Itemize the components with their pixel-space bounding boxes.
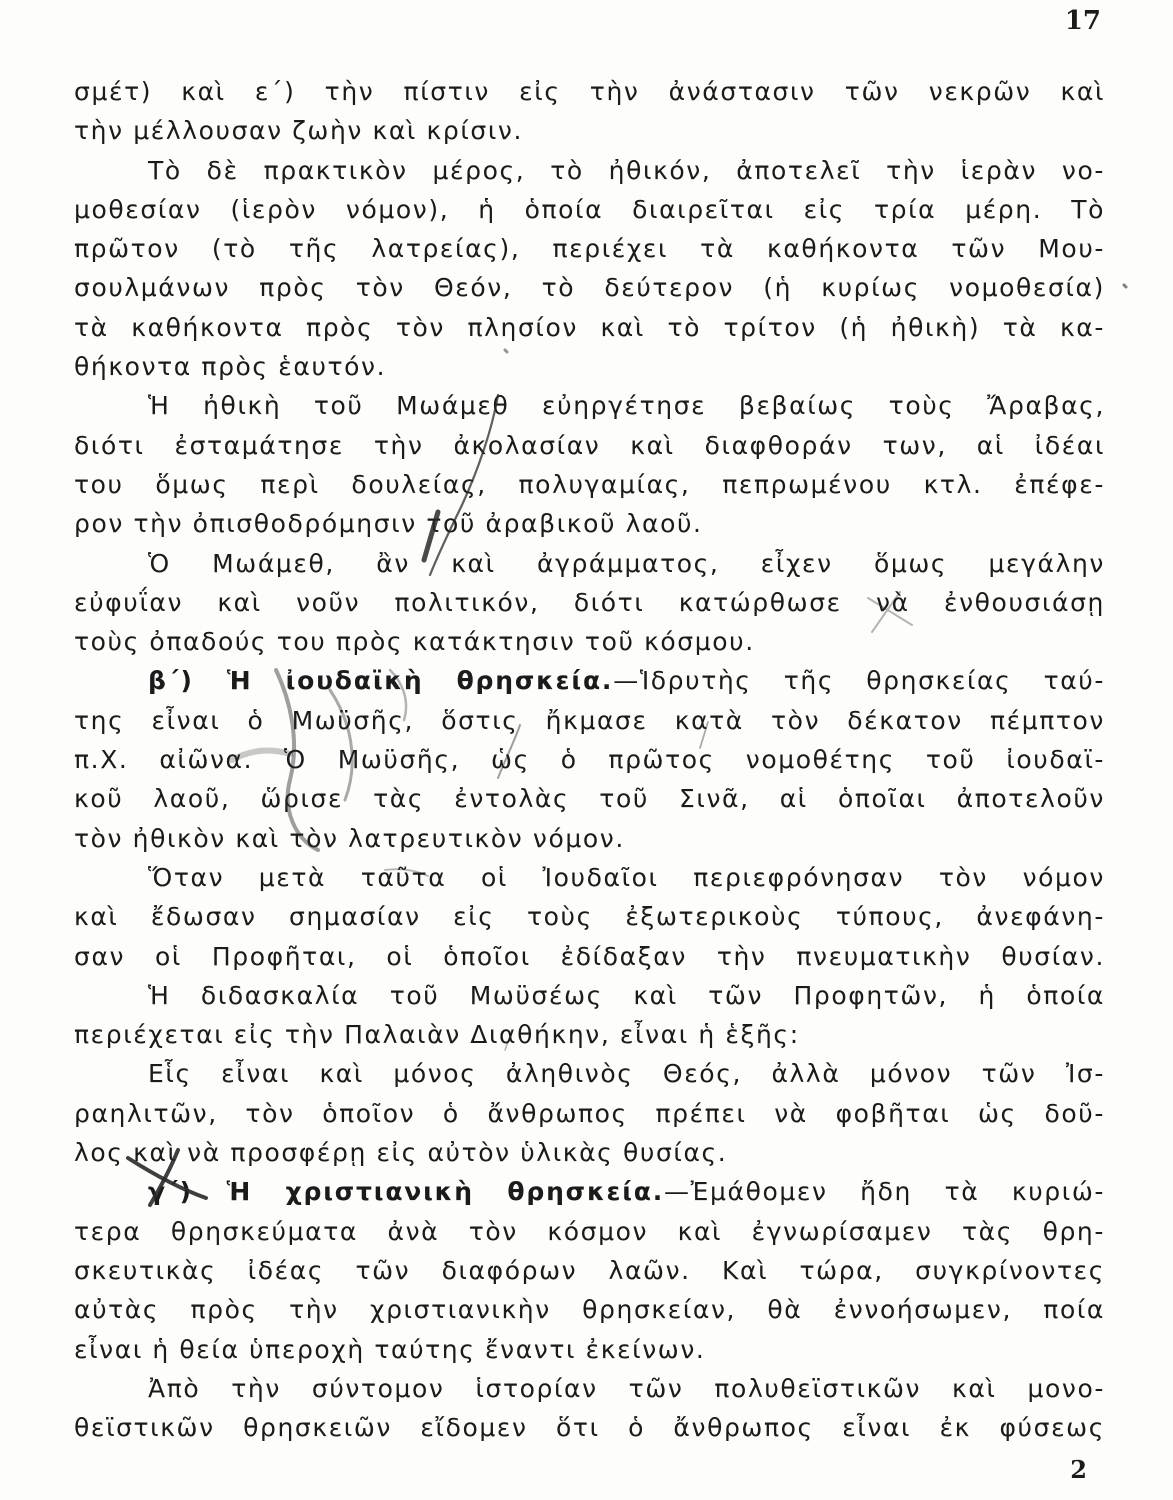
line-text: π.Χ. αἰῶνα. Ὁ Μωϋσῆς, ὡς ὁ πρῶτος νομοθέτης τοῦ ἰουδαϊ- [74, 745, 1105, 775]
text-line [74, 308, 1105, 347]
line-text: ρον τὴν ὀπισθοδρόμησιν τοῦ ἀραβικοῦ λαοῦ. [74, 509, 703, 539]
line-text: ραηλιτῶν, τὸν ὁποῖον ὁ ἄνθρωπος πρέπει νὰ φοβῆται ὡς δοῦ- [74, 1098, 1105, 1128]
line-text: τὰ καθήκοντα πρὸς τὸν πλησίον καὶ τὸ τρίτον (ἡ ἠθικὴ) τὰ κα- [74, 312, 1105, 342]
line-text: του ὅμως περὶ δουλείας, πολυγαμίας, πεπρωμένου κτλ. ἐπέφε- [74, 469, 1105, 499]
line-text: Ὁ Μωάμεθ, ἂν καὶ ἀγράμματος, εἶχεν ὅμως μεγάλην [148, 548, 1105, 578]
text-line [74, 937, 1105, 976]
line-text: τὴν μέλλουσαν ζωὴν καὶ κρίσιν. [74, 116, 524, 146]
line-text: —Ἐμάθομεν ἤδη τὰ κυριώ- [664, 1177, 1105, 1207]
line-text: Ἡ διδασκαλία τοῦ Μωϋσέως καὶ τῶν Προφητῶν, ἡ ὁποία [148, 980, 1105, 1010]
text-line [74, 111, 1105, 150]
line-text: σμέτ) καὶ ε΄) τὴν πίστιν εἰς τὴν ἀνάστασιν τῶν νεκρῶν καὶ [74, 77, 1105, 106]
text-line [74, 858, 1105, 897]
text-line [74, 701, 1105, 740]
text-line [74, 976, 1105, 1015]
signature-mark: 2 [1070, 1455, 1087, 1484]
section-heading: β΄) Ἡ ἰουδαϊκὴ θρησκεία. [148, 666, 614, 696]
line-text: εὐφυΐαν καὶ νοῦν πολιτικόν, διότι κατώρθωσε νὰ ἐνθουσιάσῃ [74, 587, 1105, 617]
text-line [74, 819, 1105, 858]
line-text: τὸν ἠθικὸν καὶ τὸν λατρευτικὸν νόμον. [74, 823, 625, 853]
section-heading-line [74, 1172, 1105, 1211]
line-text: περιέχεται εἰς τὴν Παλαιὰν Διαθήκην, εἶναι ἡ ἑξῆς: [74, 1020, 800, 1050]
line-text: τερα θρησκεύματα ἀνὰ τὸν κόσμον καὶ ἐγνωρίσαμεν τὰς θρη- [74, 1216, 1105, 1246]
section-heading: γ΄) Ἡ χριστιανικὴ θρησκεία. [148, 1177, 665, 1207]
line-text: εἶναι ἡ θεία ὑπεροχὴ ταύτης ἔναντι ἐκείνων. [74, 1334, 706, 1364]
text-line [74, 1330, 1105, 1369]
line-text: μοθεσίαν (ἱερὸν νόμον), ἡ ὁποία διαιρεῖται εἰς τρία μέρη. Τὸ [74, 194, 1105, 224]
text-line [74, 1408, 1105, 1447]
line-text: —Ἱδρυτὴς τῆς θρησκείας ταύ- [613, 666, 1105, 696]
line-text: διότι ἐσταμάτησε τὴν ἀκολασίαν καὶ διαφθοράν των, αἱ ἰδέαι [74, 430, 1105, 460]
text-line [74, 583, 1105, 622]
text-line [74, 1251, 1105, 1290]
line-text: πρῶτον (τὸ τῆς λατρείας), περιέχει τὰ καθήκοντα τῶν Μου- [74, 234, 1105, 264]
text-line [74, 1094, 1105, 1133]
text-line [74, 897, 1105, 936]
line-text: κοῦ λαοῦ, ὥρισε τὰς ἐντολὰς τοῦ Σινᾶ, αἱ ὁποῖαι ἀποτελοῦν [74, 784, 1105, 814]
text-line [74, 386, 1105, 425]
line-text: Ὅταν μετὰ ταῦτα οἱ Ἰουδαῖοι περιεφρόνησαν τὸν νόμον [148, 862, 1105, 892]
line-text: θήκοντα πρὸς ἑαυτόν. [74, 352, 387, 382]
text-line [74, 465, 1105, 504]
text-line [74, 229, 1105, 268]
line-text: Τὸ δὲ πρακτικὸν μέρος, τὸ ἠθικόν, ἀποτελεῖ τὴν ἱερὰν νο- [148, 155, 1105, 185]
line-text: καὶ ἔδωσαν σημασίαν εἰς τοὺς ἐξωτερικοὺς τύπους, ἀνεφάνη- [74, 902, 1105, 932]
text-line [74, 504, 1105, 543]
text-line [74, 190, 1105, 229]
text-line [74, 1133, 1105, 1172]
text-line [74, 268, 1105, 307]
text-line [74, 1054, 1105, 1093]
line-text: Ἡ ἠθικὴ τοῦ Μωάμεθ εὐηργέτησε βεβαίως τοὺς Ἄραβας, [148, 391, 1105, 421]
line-text: σαν οἱ Προφῆται, οἱ ὁποῖοι ἐδίδαξαν τὴν πνευματικὴν θυσίαν. [74, 941, 1105, 971]
text-line [74, 544, 1105, 583]
text-line [74, 1015, 1105, 1054]
pencil-dot [1124, 285, 1126, 287]
line-text: θεϊστικῶν θρησκειῶν εἴδομεν ὅτι ὁ ἄνθρωπος εἶναι ἐκ φύσεως [74, 1413, 1105, 1443]
section-heading-line [74, 661, 1105, 700]
text-line [74, 1290, 1105, 1329]
line-text: της εἶναι ὁ Μωϋσῆς, ὅστις ἤκμασε κατὰ τὸν δέκατον πέμπτον [74, 705, 1105, 735]
line-text: τοὺς ὀπαδούς του πρὸς κατάκτησιν τοῦ κόσμου. [74, 627, 755, 657]
line-text: λος καὶ νὰ προσφέρῃ εἰς αὐτὸν ὑλικὰς θυσίας. [74, 1138, 728, 1168]
text-line [74, 72, 1105, 111]
text-line [74, 779, 1105, 818]
line-text: αὐτὰς πρὸς τὴν χριστιανικὴν θρησκείαν, θὰ ἐννοήσωμεν, ποία [74, 1295, 1105, 1325]
body-text [74, 72, 1105, 1447]
text-line [74, 151, 1105, 190]
line-text: σουλμάνων πρὸς τὸν Θεόν, τὸ δεύτερον (ἡ κυρίως νομοθεσία) [74, 273, 1105, 303]
page-number: 17 [1064, 6, 1101, 36]
line-text: σκευτικὰς ἰδέας τῶν διαφόρων λαῶν. Καὶ τώρα, συγκρίνοντες [74, 1255, 1105, 1285]
text-line [74, 622, 1105, 661]
line-text: Ἀπὸ τὴν σύντομον ἱστορίαν τῶν πολυθεϊστικῶν καὶ μονο- [148, 1373, 1105, 1403]
text-line [74, 347, 1105, 386]
text-line [74, 740, 1105, 779]
text-line [74, 426, 1105, 465]
line-text: Εἷς εἶναι καὶ μόνος ἀληθινὸς Θεός, ἀλλὰ μόνον τῶν Ἰσ- [148, 1059, 1105, 1089]
text-line [74, 1212, 1105, 1251]
text-line [74, 1369, 1105, 1408]
